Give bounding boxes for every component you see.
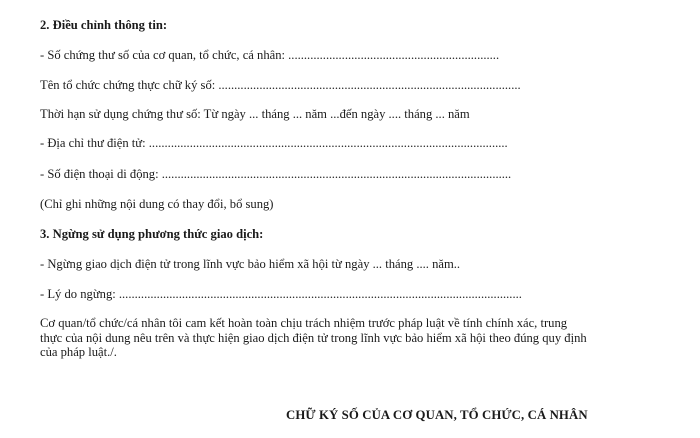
commitment-line-2: thực của nội dung nêu trên và thực hiện giao dịch điện tử trong lĩnh vực bảo hiểm xã hội theo đúng quy định [40,330,587,345]
stop-transaction-line: - Ngừng giao dịch điện tử trong lĩnh vực bảo hiểm xã hội từ ngày ... tháng .... năm.. [40,257,461,271]
commitment-paragraph [40,316,670,360]
signature-label: CHỮ KÝ SỐ CỦA CƠ QUAN, TỔ CHỨC, CÁ NHÂN [286,408,588,422]
commitment-line-1: Cơ quan/tổ chức/cá nhân tôi cam kết hoàn toàn chịu trách nhiệm trước pháp luật về tính chính xác, trung [40,316,568,330]
cert-number-line: - Số chứng thư số của cơ quan, tổ chức, cá nhân: ................................................................... [40,48,500,62]
ca-name-line: Tên tổ chức chứng thực chữ ký số: ................................................................................................ [40,78,521,92]
section-3-heading: 3. Ngừng sử dụng phương thức giao dịch: [40,227,264,241]
commitment-line-3: của pháp luật./. [40,345,117,359]
email-line: - Địa chỉ thư điện tử: .................................................................................................................. [40,136,508,150]
validity-line: Thời hạn sử dụng chứng thư số: Từ ngày ... tháng ... năm ...đến ngày .... tháng ... năm [40,107,470,121]
note-text: (Chỉ ghi những nội dung có thay đổi, bổ sung) [40,197,274,211]
mobile-line: - Số điện thoại di động: ............................................................................................................... [40,167,512,181]
reason-line: - Lý do ngừng: ................................................................................................................................ [40,287,522,301]
section-2-heading: 2. Điều chỉnh thông tin: [40,18,168,32]
